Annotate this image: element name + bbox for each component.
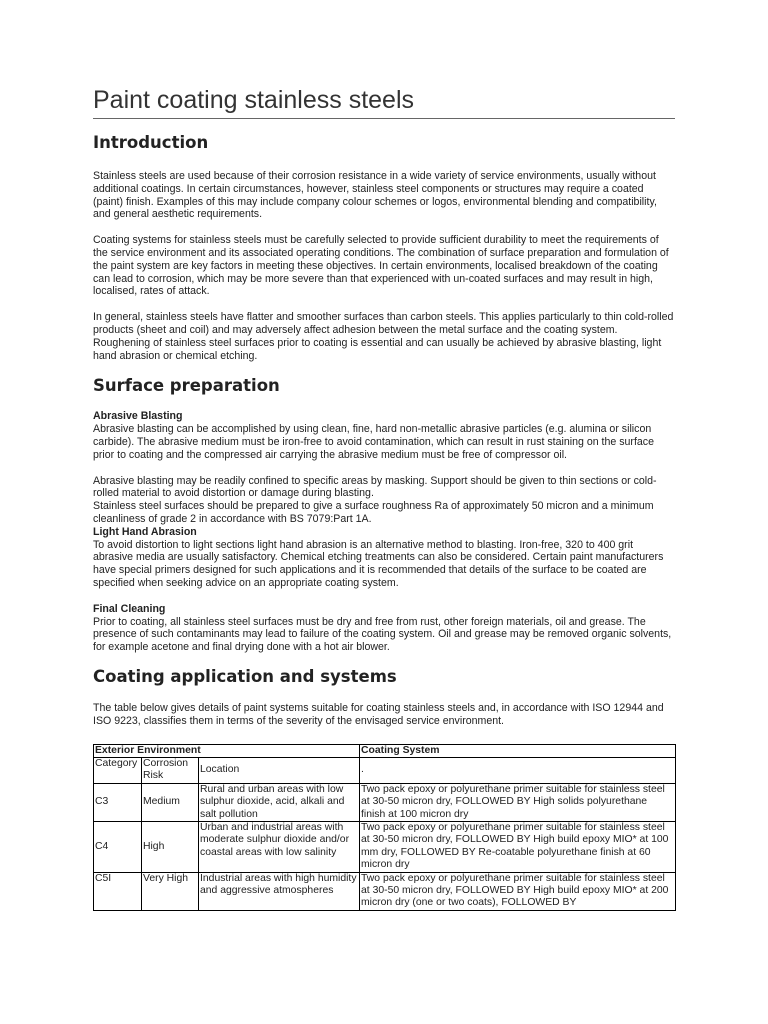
- subheading-abrasive-blasting: Abrasive Blasting: [93, 410, 183, 423]
- abrasive-paragraph: Stainless steel surfaces should be prepared to give a surface roughness Ra of approximately 50 micron and a minimum cleanliness of grade 2 in accordance with BS 7079:Part 1A.: [93, 500, 654, 525]
- cell-risk: High: [142, 821, 199, 872]
- subheading-light-hand-abrasion: Light Hand Abrasion: [93, 525, 197, 538]
- cell-location: Urban and industrial areas with moderate sulphur dioxide and/or coastal areas with low salinity: [199, 821, 360, 872]
- header-coating-system: Coating System: [360, 744, 676, 757]
- section-heading-introduction: Introduction: [93, 133, 209, 152]
- cell-system: Two pack epoxy or polyurethane primer suitable for stainless steel at 30-50 micron dry, FOLLOWED BY High build epoxy MIO* at 100 mm dry, FOLLOWED BY Re-coatable polyurethane finish at 60 micron dry: [360, 821, 676, 872]
- col-corrosion-risk: Corrosion Risk: [142, 757, 199, 783]
- table-subheader-row: [94, 757, 676, 783]
- final-cleaning-paragraph: Prior to coating, all stainless steel surfaces must be dry and free from rust, other foreign materials, oil and grease. The presence of such contaminants may lead to failure of the coating system. Oil and grease may be removed organic solvents, for example acetone and final drying done with a hot air blower.: [93, 615, 672, 654]
- section-heading-coating-systems: Coating application and systems: [93, 666, 397, 686]
- page-title: Paint coating stainless steels: [93, 86, 675, 119]
- cell-category: C4: [94, 821, 142, 872]
- section-heading-surface-preparation: Surface preparation: [93, 376, 280, 396]
- abrasive-paragraph: Abrasive blasting can be accomplished by using clean, fine, hard non-metallic abrasive particles (e.g. alumina or silicon carbide). The abrasive medium must be iron-free to avoid contamination, which can result in rust staining on the surface prior to coating and the compressed air carrying the abrasive medium must be free of compressor oil.: [93, 423, 654, 461]
- table-row: [94, 783, 676, 821]
- table-row: [94, 872, 676, 910]
- cell-system: Two pack epoxy or polyurethane primer suitable for stainless steel at 30-50 micron dry, FOLLOWED BY High solids polyurethane finish at 100 micron dry: [360, 783, 676, 821]
- col-location: Location: [199, 757, 360, 783]
- intro-paragraph: Coating systems for stainless steels must be carefully selected to provide sufficient durability to meet the requirements of the service environment and its associated operating conditions. The combination of surface preparation and formulation of the paint system are key factors in meeting these objectives. In certain environments, localised breakdown of the coating can lead to corrosion, which may be more severe than that experienced with un-coated surfaces and may result in high, localised, rates of attack.: [93, 234, 669, 298]
- table-row: [94, 821, 676, 872]
- header-exterior-environment: Exterior Environment: [94, 744, 360, 757]
- cell-risk: Medium: [142, 783, 199, 821]
- table-header-row: [94, 744, 676, 757]
- cell-system: Two pack epoxy or polyurethane primer suitable for stainless steel at 30-50 micron dry, FOLLOWED BY High build epoxy MIO* at 200 micron dry (one or two coats), FOLLOWED BY: [360, 872, 676, 910]
- col-system-blank: .: [360, 757, 676, 783]
- coating-systems-table: [93, 744, 676, 911]
- intro-paragraph: In general, stainless steels have flatter and smoother surfaces than carbon steels. This applies particularly to thin cold-rolled products (sheet and coil) and may adversely affect adhesion between the metal surface and the coating system. Roughening of stainless steel surfaces prior to coating is essential and can usually be achieved by abrasive blasting, light hand abrasion or chemical etching.: [93, 311, 674, 362]
- abrasive-paragraph: Abrasive blasting may be readily confined to specific areas by masking. Support should be given to thin sections or cold-rolled material to avoid distortion or damage during blasting.: [93, 474, 657, 500]
- cell-category: C3: [94, 783, 142, 821]
- cell-location: Industrial areas with high humidity and aggressive atmospheres: [199, 872, 360, 910]
- light-abrasion-paragraph: To avoid distortion to light sections light hand abrasion is an alternative method to blasting. Iron-free, 320 to 400 grit abrasive media are usually satisfactory. Chemical etching treatments can also be considered. Certain paint manufacturers have special primers designed for such applications and it is recommended that details of the surface to be coated are specified when seeking advice on an appropriate coating system.: [93, 538, 664, 589]
- coating-paragraph: The table below gives details of paint systems suitable for coating stainless steels and, in accordance with ISO 12944 and ISO 9223, classifies them in terms of the severity of the envisaged service environment.: [93, 701, 664, 727]
- document-page: [93, 86, 675, 911]
- cell-risk: Very High: [142, 872, 199, 910]
- intro-paragraph: Stainless steels are used because of their corrosion resistance in a wide variety of service environments, usually without additional coatings. In certain circumstances, however, stainless steel components or structures may require a coated (paint) finish. Examples of this may include company colour schemes or logos, environmental blending and compatibility, and general aesthetic requirements.: [93, 170, 657, 221]
- cell-location: Rural and urban areas with low sulphur dioxide, acid, alkali and salt pollution: [199, 783, 360, 821]
- col-category: Category: [94, 757, 142, 783]
- cell-category: C5I: [94, 872, 142, 910]
- subheading-final-cleaning: Final Cleaning: [93, 602, 166, 615]
